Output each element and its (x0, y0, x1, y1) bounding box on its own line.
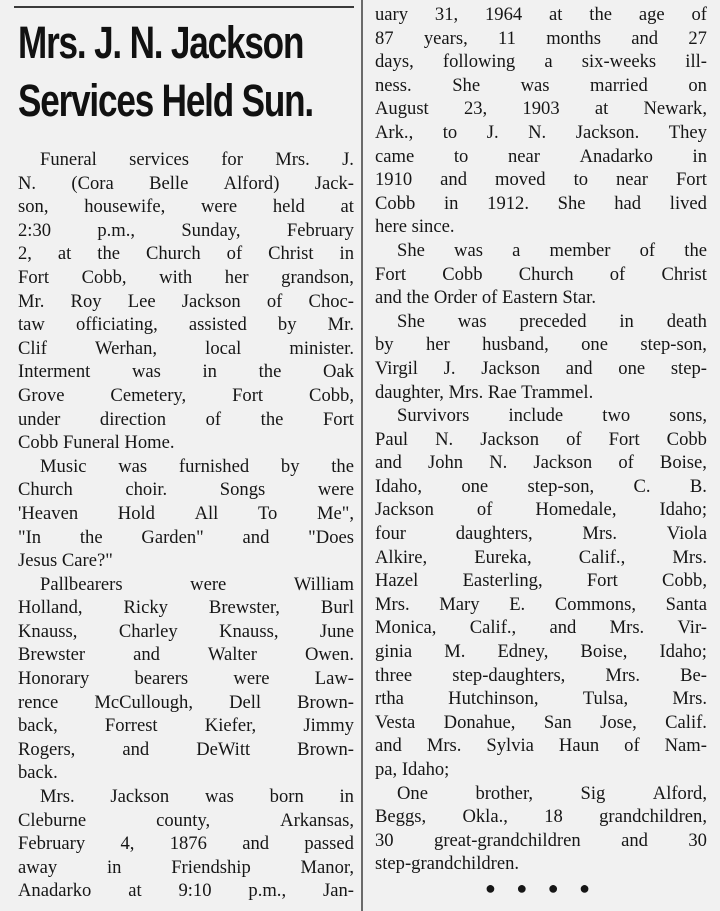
text-line: Grove Cemetery, Fort Cobb, (18, 384, 354, 406)
text-line: Virgil J. Jackson and one step- (375, 357, 707, 379)
text-line: Vesta Donahue, San Jose, Calif. (375, 711, 707, 733)
line-text: and the Order of Eastern Star. (375, 287, 596, 309)
right-column-text (375, 3, 707, 876)
text-line: days, following a six-weeks ill- (375, 51, 707, 73)
text-line: 30 great-grandchildren and 30 (375, 829, 707, 851)
text-line: under direction of the Fort (18, 408, 354, 430)
text-line: She was preceded in death (397, 310, 707, 332)
text-line: 'Heaven Hold All To Me", (18, 502, 354, 524)
text-line: rence McCullough, Dell Brown- (18, 691, 354, 713)
text-line: Mrs. Jackson was born in (40, 786, 354, 808)
text-line: and John N. Jackson of Boise, (375, 452, 707, 474)
text-line: Knauss, Charley Knauss, June (18, 620, 354, 642)
text-line: Pallbearers were William (40, 573, 354, 595)
text-line: Mr. Roy Lee Jackson of Choc- (18, 290, 354, 312)
text-line: ness. She was married on (375, 74, 707, 96)
text-line: N. (Cora Belle Alford) Jack- (18, 172, 354, 194)
headline-line-1: Mrs. J. N. Jackson (18, 17, 304, 68)
text-line: Rogers, and DeWitt Brown- (18, 738, 354, 760)
headline (18, 14, 354, 148)
text-line: Ark., to J. N. Jackson. They (375, 121, 707, 143)
text-line: August 23, 1903 at Newark, (375, 98, 707, 120)
text-line: Idaho, one step-son, C. B. (375, 475, 707, 497)
text-line: One brother, Sig Alford, (397, 782, 707, 804)
text-line (375, 758, 707, 782)
text-line: Funeral services for Mrs. J. (40, 149, 354, 170)
text-line: Hazel Easterling, Fort Cobb, (375, 570, 707, 592)
text-line: 2, at the Church of Christ in (18, 243, 354, 265)
text-line (375, 381, 707, 405)
line-text: daughter, Mrs. Rae Trammel. (375, 381, 594, 403)
text-line: Alkire, Eureka, Calif., Mrs. (375, 546, 707, 568)
end-mark: ● ● ● ● (485, 877, 598, 898)
text-line: 87 years, 11 months and 27 (375, 27, 707, 49)
right-column (375, 3, 707, 899)
text-line: Anadarko at 9:10 p.m., Jan- (18, 880, 354, 902)
text-line (18, 549, 354, 573)
text-line: Holland, Ricky Brewster, Burl (18, 597, 354, 619)
text-line: taw officiating, assisted by Mr. (18, 314, 354, 336)
text-line: Jackson of Homedale, Idaho; (375, 499, 707, 521)
text-line: son, housewife, were held at (18, 196, 354, 218)
text-line (18, 761, 354, 785)
text-line: four daughters, Mrs. Viola (375, 523, 707, 545)
text-line: Paul N. Jackson of Fort Cobb (375, 428, 707, 450)
text-line: Survivors include two sons, (397, 405, 707, 427)
line-text: step-grandchildren. (375, 853, 520, 875)
text-line (375, 215, 707, 239)
text-line (375, 286, 707, 310)
text-line: by her husband, one step-son, (375, 334, 707, 356)
text-line: ginia M. Edney, Boise, Idaho; (375, 641, 707, 663)
text-line: Mrs. Mary E. Commons, Santa (375, 593, 707, 615)
text-line: Monica, Calif., and Mrs. Vir- (375, 617, 707, 639)
line-text: Jesus Care?" (18, 550, 113, 572)
text-line: came to near Anadarko in (375, 145, 707, 167)
text-line: She was a member of the (397, 239, 707, 261)
text-line: back, Forrest Kiefer, Jimmy (18, 715, 354, 737)
left-column-text (18, 148, 354, 903)
text-line: 1910 and moved to near Fort (375, 169, 707, 191)
text-line: "In the Garden" and "Does (18, 526, 354, 548)
text-line: Interment was in the Oak (18, 361, 354, 383)
text-line: Fort Cobb, with her grandson, (18, 266, 354, 288)
text-line: Clif Werhan, local minister. (18, 337, 354, 359)
line-text: here since. (375, 216, 455, 238)
text-line (375, 852, 707, 876)
text-line (18, 431, 354, 455)
text-line: and Mrs. Sylvia Haun of Nam- (375, 735, 707, 757)
text-line: 2:30 p.m., Sunday, February (18, 219, 354, 241)
text-line: Cleburne county, Arkansas, (18, 809, 354, 831)
text-line: February 4, 1876 and passed (18, 833, 354, 855)
text-line: Beggs, Okla., 18 grandchildren, (375, 806, 707, 828)
line-text: pa, Idaho; (375, 759, 450, 780)
left-column (18, 14, 354, 903)
text-line: Honorary bearers were Law- (18, 668, 354, 690)
column-divider (361, 0, 363, 911)
text-line: uary 31, 1964 at the age of (375, 4, 707, 25)
text-line: Music was furnished by the (40, 455, 354, 477)
text-line: three step-daughters, Mrs. Be- (375, 664, 707, 686)
text-line: Church choir. Songs were (18, 479, 354, 501)
line-text: Cobb Funeral Home. (18, 432, 175, 454)
text-line: away in Friendship Manor, (18, 856, 354, 878)
text-line: Cobb in 1912. She had lived (375, 192, 707, 214)
text-line: Brewster and Walter Owen. (18, 644, 354, 666)
headline-line-2: Services Held Sun. (18, 75, 313, 126)
text-line: Fort Cobb Church of Christ (375, 263, 707, 285)
line-text: back. (18, 762, 58, 784)
top-rule (14, 6, 354, 8)
text-line: rtha Hutchinson, Tulsa, Mrs. (375, 688, 707, 710)
